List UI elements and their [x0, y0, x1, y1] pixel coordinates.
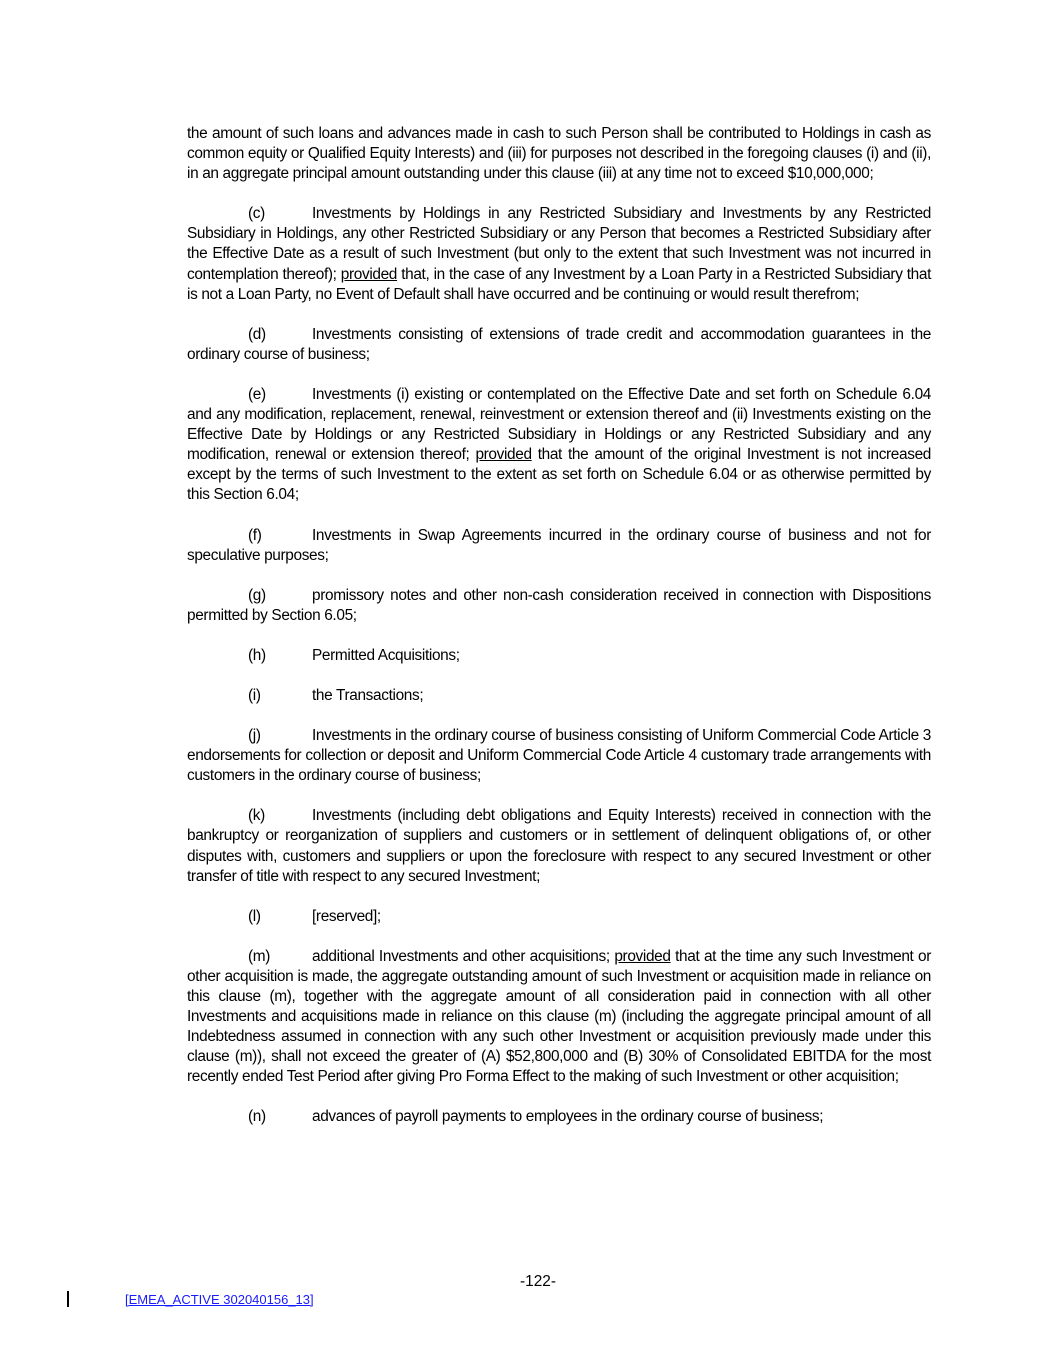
clause-l	[187, 907, 931, 927]
clause-f	[187, 526, 931, 566]
clause-text: the Transactions;	[312, 686, 424, 704]
clause-text: [reserved];	[312, 907, 381, 925]
clause-label: (i)	[248, 686, 261, 704]
clause-e	[187, 385, 931, 506]
provided-term: provided	[475, 446, 532, 464]
clause-text: that the amount of the original Investment is not increased except by the terms of such Investment to the extent as set forth on Schedule 6.04 or as otherwise permitted by this Section 6.04;	[187, 446, 931, 504]
provided-term: provided	[614, 947, 671, 965]
clause-label: (c)	[248, 205, 265, 223]
clause-label: (h)	[248, 646, 266, 664]
clause-label: (j)	[248, 727, 261, 745]
page-number: -122-	[520, 1273, 556, 1290]
clause-label: (m)	[248, 947, 271, 965]
provided-term: provided	[340, 265, 398, 283]
clause-text: Investments consisting of extensions of trade credit and accommodation guarantees in the ordinary course of business;	[187, 325, 931, 363]
clause-label: (n)	[248, 1108, 266, 1126]
clause-text: Investments (i) existing or contemplated on the Effective Date and set forth on Schedule 6.04 and any modification, replacement, renewal, reinvestment or extension thereof and (ii) Investments existing on the Effective Date by Holdings or any Restricted Subsidiary in Holdings or any Restricted Subsidiary and any modification, renewal or extension thereof;	[187, 385, 931, 464]
change-bar	[67, 1291, 69, 1307]
clause-label: (l)	[248, 907, 261, 925]
clause-m	[187, 947, 931, 1088]
clause-text: advances of payroll payments to employees in the ordinary course of business;	[312, 1108, 824, 1126]
clause-label: (g)	[248, 586, 266, 604]
clause-text: Investments (including debt obligations and Equity Interests) received in connection with the bankruptcy or reorganization of suppliers and customers or in settlement of delinquent obligations of, or other disputes with, customers and suppliers or upon the foreclosure with respect to any secured Investment or other transfer of title with respect to any secured Investment;	[187, 807, 931, 885]
clause-label: (f)	[248, 526, 262, 544]
clause-label: (d)	[248, 325, 266, 343]
document-body	[187, 124, 931, 1148]
clause-text: Investments by Holdings in any Restricted Subsidiary and Investments by any Restricted Subsidiary in Holdings, any other Restricted Subsidiary or any Person that becomes a Restricted Subsidiary after the Effective Date as a result of such Investment (but only to the extent that such Investment was not incurred in contemplation thereof);	[187, 205, 931, 283]
clause-d	[187, 325, 931, 365]
clause-k	[187, 806, 931, 886]
clause-label: (e)	[248, 385, 266, 403]
clause-i	[187, 686, 931, 706]
clause-text: Investments in the ordinary course of business consisting of Uniform Commercial Code Article 3 endorsements for collection or deposit and Uniform Commercial Code Article 4 customary trade arrangements with customers in the ordinary course of business;	[187, 727, 931, 785]
clause-text: promissory notes and other non-cash consideration received in connection with Dispositions permitted by Section 6.05;	[187, 586, 931, 624]
clause-c	[187, 204, 931, 304]
clause-j	[187, 726, 931, 786]
clause-h	[187, 646, 931, 666]
clause-label: (k)	[248, 807, 265, 825]
document-reference-link[interactable]: [EMEA_ACTIVE 302040156_13]	[125, 1292, 314, 1307]
clause-text: that at the time any such Investment or other acquisition is made, the aggregate outstanding amount of such Investment or acquisition made in reliance on this clause (m), together with the aggregate amount of all consideration paid in connection with all other Investments and acquisitions made in reliance on this clause (m) (including the aggregate principal amount of all Indebtedness assumed in connection with any such other Investment or acquisition previously made under this clause (m)), shall not exceed the greater of (A) $52,800,000 and (B) 30% of Consolidated EBITDA for the most recently ended Test Period after giving Pro Forma Effect to the making of such Investment or other acquisition;	[187, 947, 931, 1086]
paragraph-continuation: the amount of such loans and advances made in cash to such Person shall be contributed to Holdings in cash as common equity or Qualified Equity Interests) and (iii) for purposes not described in the foregoing clauses (i) and (ii), in an aggregate principal amount outstanding under this clause (iii) at any time not to exceed $10,000,000;	[187, 125, 931, 183]
clause-n	[187, 1107, 931, 1127]
clause-g	[187, 586, 931, 626]
clause-text: additional Investments and other acquisitions;	[312, 947, 615, 965]
clause-text: Permitted Acquisitions;	[312, 646, 460, 664]
clause-text: that, in the case of any Investment by a Loan Party in a Restricted Subsidiary that is not a Loan Party, no Event of Default shall have occurred and be continuing or would result therefrom;	[187, 265, 931, 303]
clause-text: Investments in Swap Agreements incurred in the ordinary course of business and not for speculative purposes;	[187, 526, 931, 564]
